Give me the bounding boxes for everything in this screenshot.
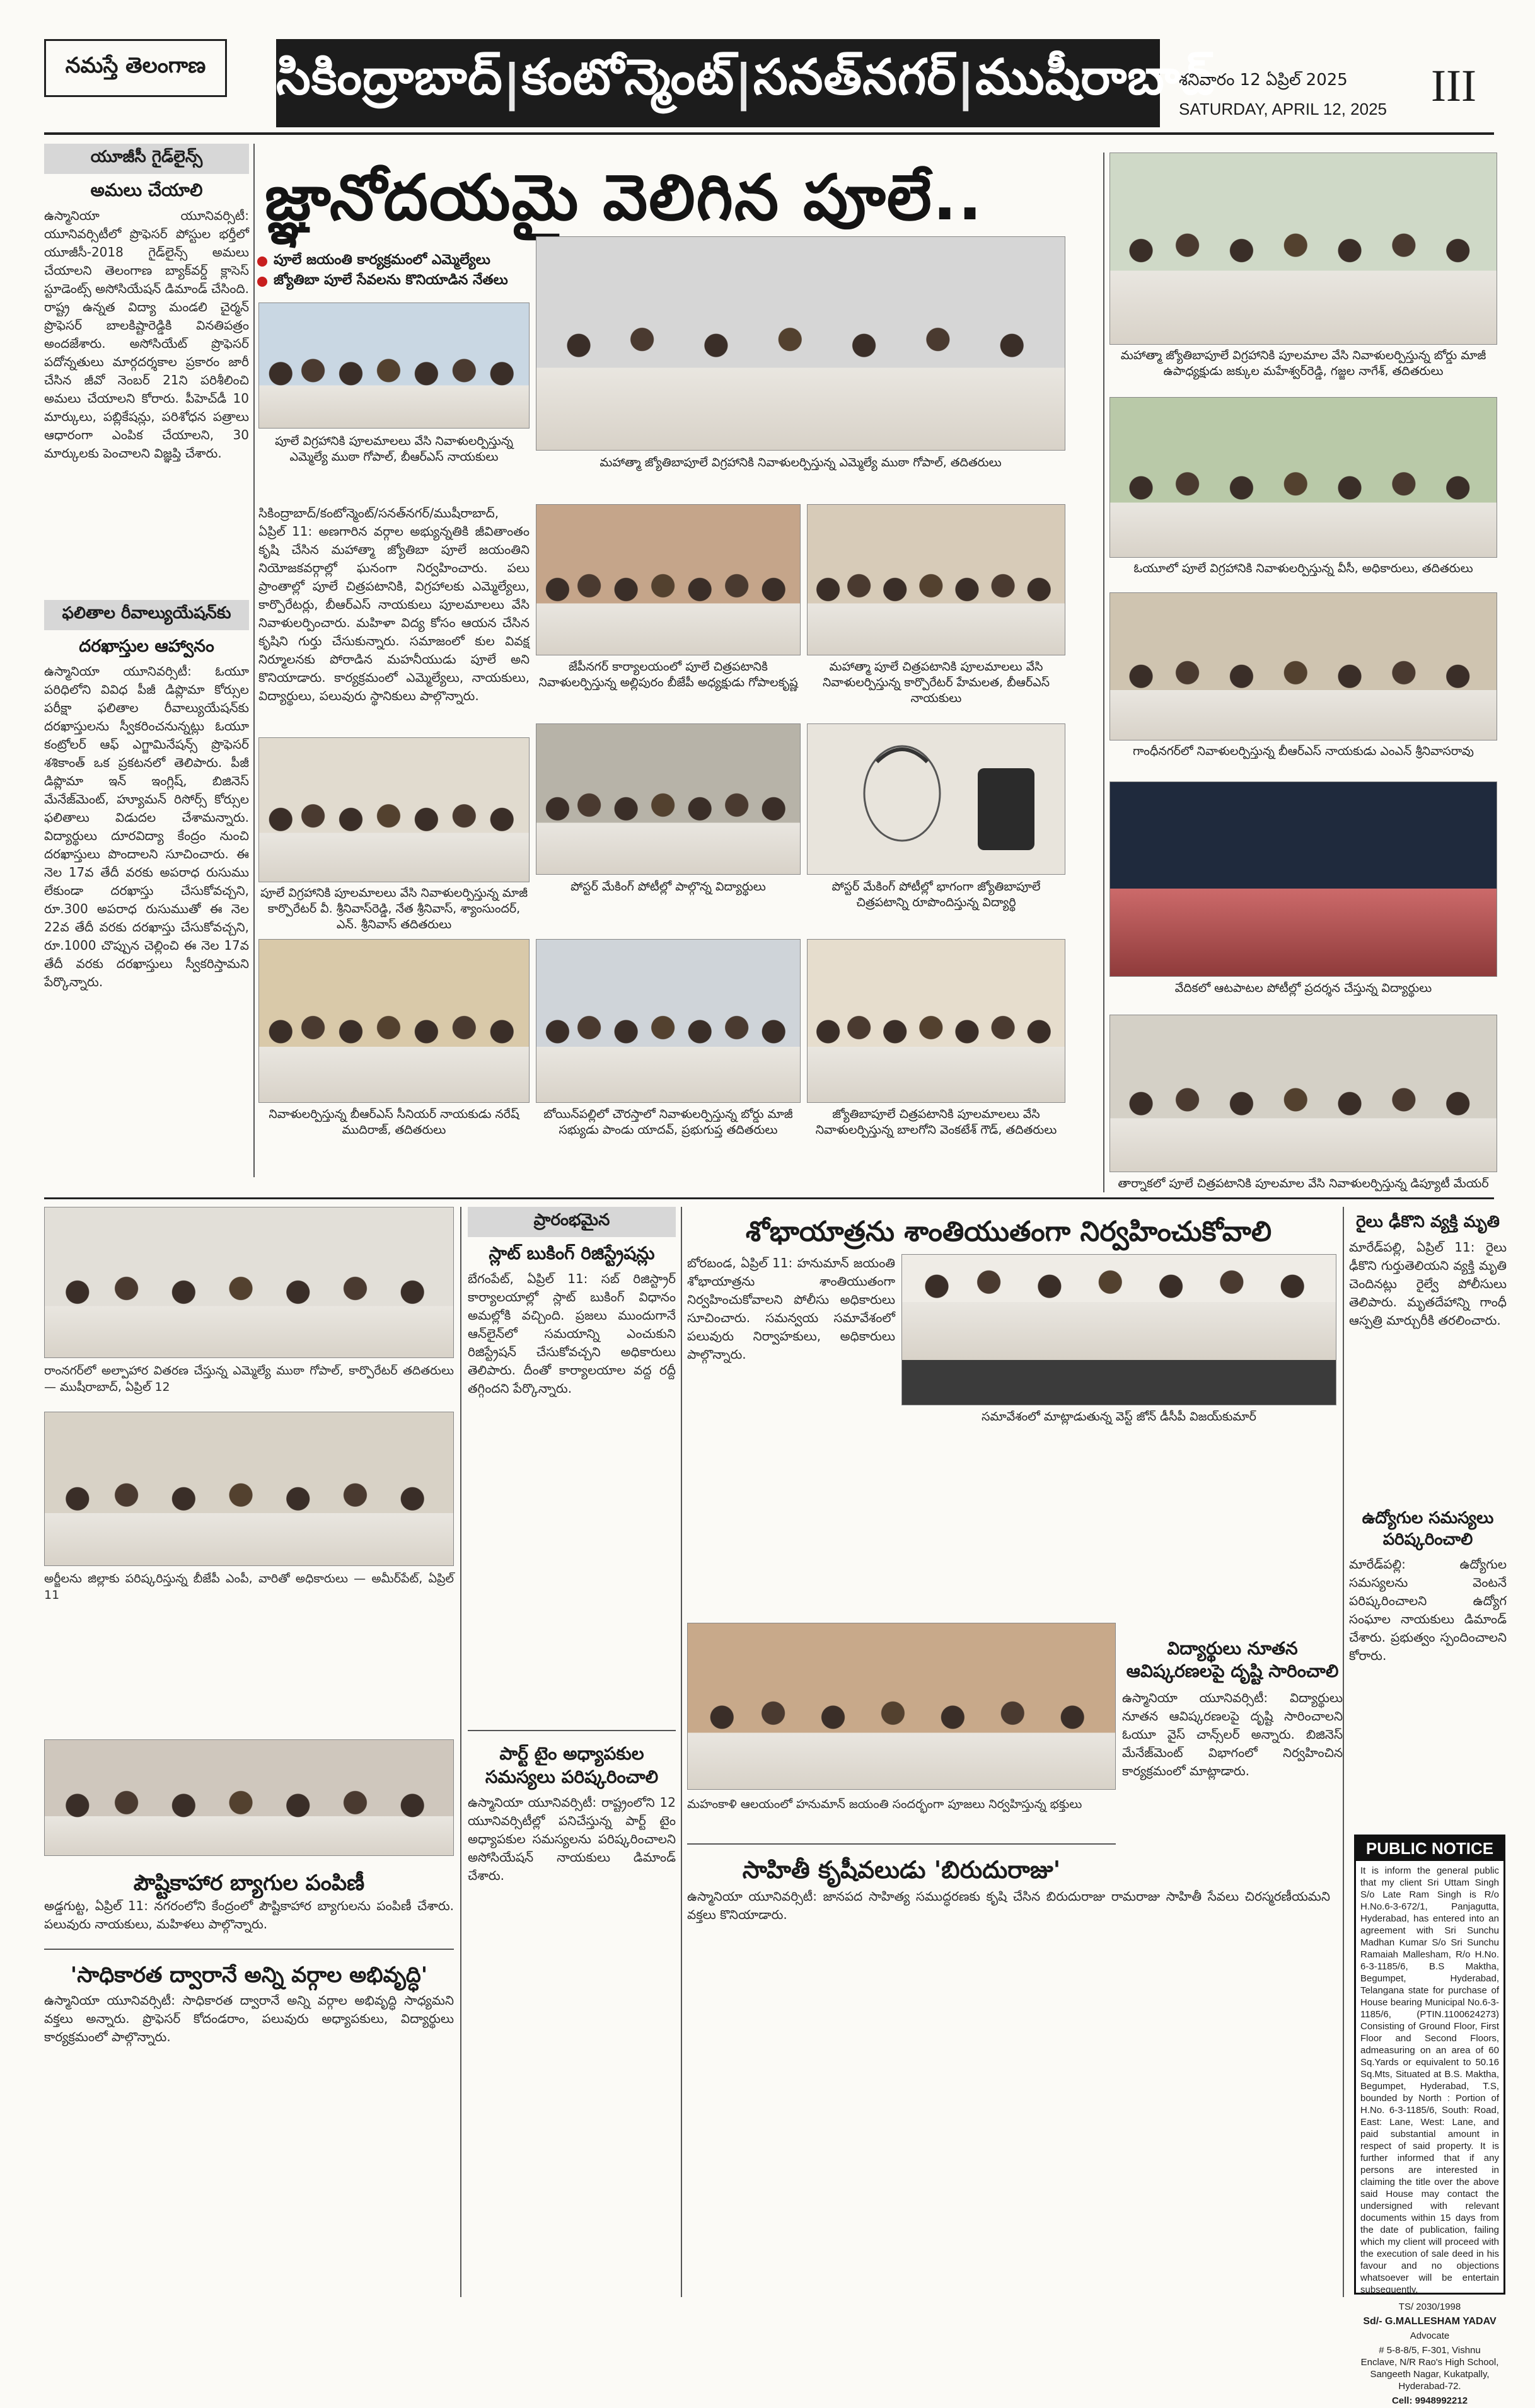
photo-p2 <box>536 236 1065 451</box>
shobha-body-col1: బోరబండ, ఏప్రిల్ 11: హనుమాన్ జయంతి శోభాయాత్రను శాంతియుతంగా నిర్వహించుకోవాలని పోలీసు అధికారులు సూచించారు. సమన్వయ సమావేశంలో పలువురు నిర్వాహకులు, అధికారులు పాల్గొన్నారు. <box>687 1255 895 1362</box>
vidyarthi-headline: విద్యార్థులు నూతన ఆవిష్కరణలపై దృష్టి సారించాలి <box>1126 1638 1339 1682</box>
banner-divider: | <box>734 55 753 112</box>
notice-signature: Sd/- G.MALLESHAM YADAV <box>1363 2316 1497 2327</box>
poshtika-headline: పౌష్టికాహార బ్యాగుల పంపిణీ <box>133 1870 365 1896</box>
caption-p14: జ్యోతిబాపూలే చిత్రపటానికి పూలమాలలు వేసి నివాళులర్పిస్తున్న బాలగోని వెంకటేశ్ గౌడ్, తదితరులు <box>815 1107 1057 1137</box>
photo-p7 <box>1109 592 1497 740</box>
publication-logo: నమస్తే తెలంగాణ <box>44 39 227 97</box>
lead-headline: జ్ఞానోదయమై వెలిగిన పూలే.. <box>265 161 983 234</box>
column-divider <box>1103 153 1104 1192</box>
caption-p6: మహాత్మా పూలే చిత్రపటానికి పూలమాలలు వేసి నివాళులర్పిస్తున్న కార్పొరేటర్ హేమలత, బీఆర్‌ఎస్ నాయకులు <box>822 660 1050 705</box>
column-divider <box>1343 1207 1344 2297</box>
public-notice <box>1354 1835 1505 2406</box>
banner-divider: | <box>956 55 976 112</box>
banner-area-1: సికింద్రాబాద్ <box>276 49 503 106</box>
story-body: ఉస్మానియా యూనివర్సిటీ: యూనివర్సిటీలో ప్రొఫెసర్ పోస్టుల భర్తీలో యూజీసీ-2018 గైడ్‌లైన్స్ అమలు చేయాలని తెలంగాణ బ్యాక్‌వర్డ్ క్లాసెస్ స్టూడెంట్స్ అసోసియేషన్ డిమాండ్ చేసింది. రాష్ట్ర ఉన్నత విద్యా మండలి చైర్మన్ ప్రొఫెసర్ బాలకిష్టారెడ్డికి వినతిపత్రం అందజేశారు. అసోసియేట్ ప్రొఫెసర్ పదోన్నతులు మార్గదర్శకాల ప్రకారం జారీ చేసిన జీవో నెంబర్ 21ని పరిశీలించి అమలు చేయాలని కోరారు. పీహెచ్‌డీ 10 మార్కులు, పబ్లికేషన్లు, పరిశోధన పత్రాలు ఆధారంగా ఎంపిక చేయాలని, 30 మార్కులకు పెంచాలని విజ్ఞప్తి చేశారు. <box>44 208 249 461</box>
section-banner <box>276 39 1216 127</box>
photo-lower-3 <box>44 1739 454 1856</box>
photo-meeting <box>901 1254 1336 1405</box>
photo-lower-1 <box>44 1207 454 1358</box>
banner-area-4: ముషీరాబాద్ <box>975 49 1216 106</box>
lead-bullet: పూలే జయంతి కార్యక్రమంలో ఎమ్మెల్యేలు <box>257 252 490 271</box>
slot-column <box>468 1207 676 2297</box>
photo-p10 <box>807 723 1065 875</box>
notice-title: PUBLIC NOTICE <box>1356 1836 1503 1861</box>
photo-p4 <box>1109 397 1497 558</box>
caption-meeting: సమావేశంలో మాట్లాడుతున్న వెస్ట్ జోన్ డీసీపీ విజయ్‌కుమార్ <box>982 1410 1256 1424</box>
vidyarthi-body: ఉస్మానియా యూనివర్సిటీ: విద్యార్థులు నూతన ఆవిష్కరణలపై దృష్టి సారించాలని ఓయూ వైస్ చాన్స్‌లర్ అన్నారు. బిజినెస్ మేనేజ్‌మెంట్ విభాగంలో నిర్వహించిన కార్యక్రమంలో మాట్లాడారు. <box>1122 1690 1343 1778</box>
sahithi-headline: సాహితీ కృషీవలుడు 'బిరుదురాజు' <box>742 1856 1061 1884</box>
caption-p13: బోయిన్‌పల్లిలో చౌరస్తాలో నివాళులర్పిస్తున్న బోర్డు మాజీ సభ్యుడు పాండు యాదవ్, ప్రభుగుప్త తదితరులు <box>543 1107 793 1137</box>
header-rule <box>44 132 1494 135</box>
banner-area-2: కంటోన్మెంట్ <box>521 49 735 106</box>
photo-p5 <box>536 504 801 655</box>
caption-p2: మహాత్మా జ్యోతిబాపూలే విగ్రహానికి నివాళులర్పిస్తున్న ఎమ్మెల్యే ముఠా గోపాల్, తదితరులు <box>600 456 1002 470</box>
photo-p6 <box>807 504 1065 655</box>
lead-body-text: సికింద్రాబాద్/కంటోన్మెంట్/సనత్‌నగర్/ముషీరాబాద్, ఏప్రిల్ 11: అణగారిన వర్గాల అభ్యున్నతికి జీవితాంతం కృషి చేసిన మహాత్మా జ్యోతిబా పూలే జయంతిని నియోజకవర్గాల్లో ఘనంగా నిర్వహించారు. పలు ప్రాంతాల్లో పూలే చిత్రపటానికి, విగ్రహాలకు ఎమ్మెల్యేలు, కార్పొరేటర్లు, బీఆర్‌ఎస్ నాయకులు పూలమాలలు వేసి నివాళులర్పించారు. మహిళా విద్య కోసం ఆయన చేసిన కృషిని గుర్తు చేసుకున్నారు. సమాజంలో కుల వివక్ష నిర్మూలనకు పోరాడిన మహనీయుడు పూలే అని కొనియాడారు. కార్యక్రమంలో ఎమ్మెల్యేలు, నాయకులు, విద్యార్థులు, పలువురు స్థానికులు పాల్గొన్నారు. <box>258 505 530 703</box>
photo-p1 <box>258 302 530 429</box>
slot-kicker: ప్రారంభమైన <box>468 1207 676 1237</box>
column-divider <box>253 144 255 1177</box>
left-column <box>44 144 249 1177</box>
caption-p1: పూలే విగ్రహానికి పూలమాలలు వేసి నివాళులర్పిస్తున్న ఎమ్మెల్యే ముఠా గోపాల్, బీఆర్‌ఎస్ నాయకులు <box>275 434 513 464</box>
lead-bullet: జ్యోతిబా పూలే సేవలను కొనియాడిన నేతలు <box>257 272 508 291</box>
photo-p14 <box>807 939 1065 1103</box>
sahithi-body: ఉస్మానియా యూనివర్సిటీ: జానపద సాహిత్య సముద్ధరణకు కృషి చేసిన బిరుదురాజు రామరాజు సాహితీ సేవలు చిరస్మరణీయమని వక్తలు కొనియాడారు. <box>687 1889 1330 1922</box>
story-headline: దరఖాస్తుల ఆహ్వానం <box>79 637 214 657</box>
caption-p5: జేపీనగర్‌ కార్యాలయంలో పూలే చిత్రపటానికి నివాళులర్పిస్తున్న అల్లిపురం బీజేపీ అధ్యక్షుడు గోపాలకృష్ణ <box>538 660 798 689</box>
notice-body: It is inform the general public that my client Sri Uttam Singh S/o Late Ram Singh is R/o H.No.6-3-672/1, Panjagutta, Hyderabad, has entered into an agreement with Sri Sunchu Madhan Kumar S/o Sri Sunchu Ramaiah Mallesham, R/o H.No. 6-3-1185/6, B.S Maktha, Begumpet, Hyderabad, Telangana state for purchase of House bearing Municipal No.6-3-1185/6, (PTIN.1100624273) Consisting of Ground Floor, First Floor and Second Floors, admeasuring on an area of 60 Sq.Yards or equivalent to 50.16 Sq.Mts, Situated at B.S. Maktha, Begumpet, Hyderabad, T.S, bounded by North : Portion of H.No. 6-3-1185/6, South: Road, East: Lane, West: Lane, and paid substantial amount in respect of said property. It is further informed that if any persons are interested in claiming the title over the above said House may contact the undersigned with relevant documents within 15 days from the date of publication, failing which my client will proceed with the execution of sale deed in his favour and no objections whatsoever will be entertain subsequently. <box>1360 1865 1499 2295</box>
caption-p7: గాంధీనగర్‌లో నివాళులర్పిస్తున్న బీఆర్‌ఎస్ నాయకుడు ఎంఎన్ శ్రీనివాసరావు <box>1133 744 1474 758</box>
photo-p12 <box>258 939 530 1103</box>
section-rule <box>44 1197 1494 1199</box>
poshtika-body: అడ్డగుట్ట, ఏప్రిల్ 11: నగరంలోని కేంద్రంలో పౌష్టికాహార బ్యాగులను పంపిణీ చేశారు. పలువురు నాయకులు, మహిళలు పాల్గొన్నారు. <box>44 1898 454 1932</box>
photo-lower-2 <box>44 1412 454 1566</box>
story-divider <box>687 1843 1116 1845</box>
sadhikaratha-headline: 'సాధికారత ద్వారానే అన్ని వర్గాల అభివృద్ధి' <box>70 1962 428 1988</box>
date-telugu: శనివారం 12 ఏప్రిల్ 2025 <box>1179 71 1348 89</box>
lower-caption-block: రాంనగర్‌లో అల్పాహార వితరణ చేస్తున్న ఎమ్మెల్యే ముఠా గోపాల్, కార్పొరేటర్ తదితరులు — ముషీరాబాద్, ఏప్రిల్ 12 <box>44 1364 454 1394</box>
caption-p4: ఓయూలో పూలే విగ్రహానికి నివాళులర్పిస్తున్న వీసీ, అధికారులు, తదితరులు <box>1133 562 1473 575</box>
sketch-illustration <box>808 724 1066 875</box>
lower-caption-block: అర్జీలను జిల్లాకు పరిష్కరిస్తున్న బీజేపీ ఎంపీ, వారితో అధికారులు — అమీర్‌పేట్, ఏప్రిల్ 11 <box>44 1572 454 1602</box>
photo-p9 <box>536 723 801 875</box>
caption-p10: పోస్టర్ మేకింగ్ పోటీల్లో భాగంగా జ్యోతిబాపూలే చిత్రపటాన్ని రూపొందిస్తున్న విద్యార్థి <box>831 880 1041 909</box>
lead-body <box>258 504 530 756</box>
photo-p15 <box>1109 1015 1497 1172</box>
parttime-headline: పార్ట్ టైం అధ్యాపకుల సమస్యలు పరిష్కరించాలి <box>485 1743 659 1787</box>
caption-p12: నివాళులర్పిస్తున్న బీఆర్‌ఎస్ సీనియర్ నాయకుడు నరేష్ ముదిరాజ్, తదితరులు <box>269 1107 519 1137</box>
slot-headline: స్లాట్ బుకింగ్ రిజిస్ట్రేషన్లు <box>489 1243 655 1264</box>
date-english: SATURDAY, APRIL 12, 2025 <box>1179 100 1387 118</box>
photo-p13 <box>536 939 801 1103</box>
banner-area-3: సనత్‌నగర్ <box>753 49 957 106</box>
story-body: ఉస్మానియా యూనివర్సిటీ: ఓయూ పరిధిలోని వివిధ పీజీ డిప్లొమా కోర్సుల పరీక్షా ఫలితాల రీవాల్యుయేషన్‌కు దరఖాస్తులను స్వీకరించనున్నట్లు ఓయూ కంట్రోలర్ ఆఫ్ ఎగ్జామినేషన్స్ ప్రొఫెసర్ శశికాంత్ ఒక ప్రకటనలో తెలిపారు. పీజీ డిప్లొమా ఇన్ ఇంగ్లిష్, బిజినెస్ మేనేజ్‌మెంట్, హ్యూమన్ రిసోర్స్ కోర్సుల ఫలితాలు విడుదల చేశామన్నారు. విద్యార్థులు దూరవిద్యా కేంద్రం నుంచి దరఖాస్తులు పొందాలని సూచించారు. ఈ నెల 17వ తేదీ వరకు అపరాధ రుసుము లేకుండా దరఖాస్తు చేసుకోవచ్చని, రూ.300 అపరాధ రుసుముతో ఈ నెల 22వ తేదీ వరకు దరఖాస్తు చేసుకోవచ్చని, రూ.1000 చొప్పున చెల్లించి ఈ నెల 17వ తేదీ వరకు దరఖాస్తులు స్వీకరిస్తామని పేర్కొన్నారు. <box>44 664 249 990</box>
notice-address: # 5-8-8/5, F-301, Vishnu Enclave, N/R Rao's High School, Sangeeth Nagar, Kukatpally, Hyderabad-72. <box>1360 2345 1499 2392</box>
photo-p3 <box>1109 153 1497 345</box>
story-kicker: యూజీసీ గైడ్‌లైన్స్ <box>44 144 249 174</box>
column-divider <box>681 1207 682 2297</box>
slot-body: బేగంపేట్, ఏప్రిల్ 11: సబ్ రిజిస్ట్రార్ కార్యాలయాల్లో స్లాట్ బుకింగ్ విధానం అమల్లోకి వచ్చింది. ప్రజలు ముందుగానే ఆన్‌లైన్‌లో సమయాన్ని ఎంచుకుని రిజిస్ట్రేషన్ చేసుకోవచ్చని అధికారులు తెలిపారు. దీంతో కార్యాలయాల వద్ద రద్దీ తగ్గిందని పేర్కొన్నారు. <box>468 1271 676 1397</box>
story-headline: అమలు చేయాలి <box>90 180 203 200</box>
sadhikaratha-body: ఉస్మానియా యూనివర్సిటీ: సాధికారత ద్వారానే అన్ని వర్గాల అభివృద్ధి సాధ్యమని వక్తలు అన్నారు. ప్రొఫెసర్ కోదండరాం, పలువురు అధ్యాపకులు, విద్యార్థులు కార్యక్రమంలో పాల్గొన్నారు. <box>44 1993 454 2044</box>
caption-p8: పూలే విగ్రహానికి పూలమాలలు వేసి నివాళులర్పిస్తున్న మాజీ కార్పొరేటర్ వీ. శ్రీనివాస్‌రెడ్డి, నేత శ్రీనివాస్, శ్యాంసుందర్, ఎన్. శ్రీనివాస్ తదితరులు <box>260 886 528 931</box>
raithu-headline: రైలు ఢీకొని వ్యక్తి మృతి <box>1356 1213 1500 1231</box>
column-divider <box>460 1207 461 2297</box>
bullet-icon <box>257 277 267 287</box>
notice-cell: Cell: 9948992212 <box>1391 2395 1468 2406</box>
bullet-icon <box>257 256 267 267</box>
page-number: III <box>1431 60 1476 111</box>
caption-p15: తార్నాకలో పూలే చిత్రపటానికి పూలమాల వేసి నివాళులర్పిస్తున్న డిప్యూటీ మేయర్ <box>1118 1177 1489 1190</box>
caption-p9: పోస్టర్ మేకింగ్ పోటీల్లో పాల్గొన్న విద్యార్థులు <box>571 880 766 894</box>
photo-seva <box>687 1623 1116 1790</box>
caption-p3: మహాత్మా జ్యోతిబాపూలే విగ్రహానికి పూలమాల వేసి నివాళులర్పిస్తున్న బోర్డు మాజీ ఉపాధ్యక్షుడు జక్కుల మహేశ్వర్‌రెడ్డి, గజ్జల నాగేశ్, తదితరులు <box>1120 349 1486 378</box>
right-column <box>1349 1207 1507 1831</box>
story-divider <box>44 1949 454 1950</box>
parttime-body: ఉస్మానియా యూనివర్సిటీ: రాష్ట్రంలోని 12 యూనివర్సిటీల్లో పనిచేస్తున్న పార్ట్ టైం అధ్యాపకుల సమస్యలను పరిష్కరించాలని అసోసియేషన్ నాయకులు డిమాండ్ చేశారు. <box>468 1795 676 1884</box>
banner-divider: | <box>502 55 522 112</box>
story-divider <box>468 1730 676 1731</box>
raithu-body: మారేడ్‌పల్లి, ఏప్రిల్ 11: రైలు ఢీకొని గుర్తుతెలియని వ్యక్తి మృతి చెందినట్లు రైల్వే పోలీసులు తెలిపారు. మృతదేహాన్ని గాంధీ ఆస్పత్రి మార్చురీకి తరలించారు. <box>1349 1239 1507 1328</box>
udyogula-body: మారేడ్‌పల్లి: ఉద్యోగుల సమస్యలను వెంటనే పరిష్కరించాలని ఉద్యోగ సంఘాల నాయకులు డిమాండ్ చేశారు. ప్రభుత్వం స్పందించాలని కోరారు. <box>1349 1557 1507 1664</box>
seva-caption-block: మహంకాళి ఆలయంలో హనుమాన్ జయంతి సందర్భంగా పూజలు నిర్వహిస్తున్న భక్తులు <box>687 1797 1082 1811</box>
notice-role: Advocate <box>1410 2330 1450 2341</box>
story-kicker: ఫలితాల రీవాల్యుయేషన్‌కు <box>44 600 249 630</box>
shobha-headline: శోభాయాత్రను శాంతియుతంగా నిర్వహించుకోవాలి <box>745 1216 1272 1248</box>
photo-p11 <box>1109 781 1497 977</box>
photo-p8 <box>258 737 530 882</box>
notice-ref: TS/ 2030/1998 <box>1398 2301 1461 2312</box>
caption-p11: వేదికలో ఆటపాటల పోటీల్లో ప్రదర్శన చేస్తున్న విద్యార్థులు <box>1174 981 1432 995</box>
udyogula-headline: ఉద్యోగుల సమస్యలు పరిష్కరించాలి <box>1362 1508 1494 1549</box>
